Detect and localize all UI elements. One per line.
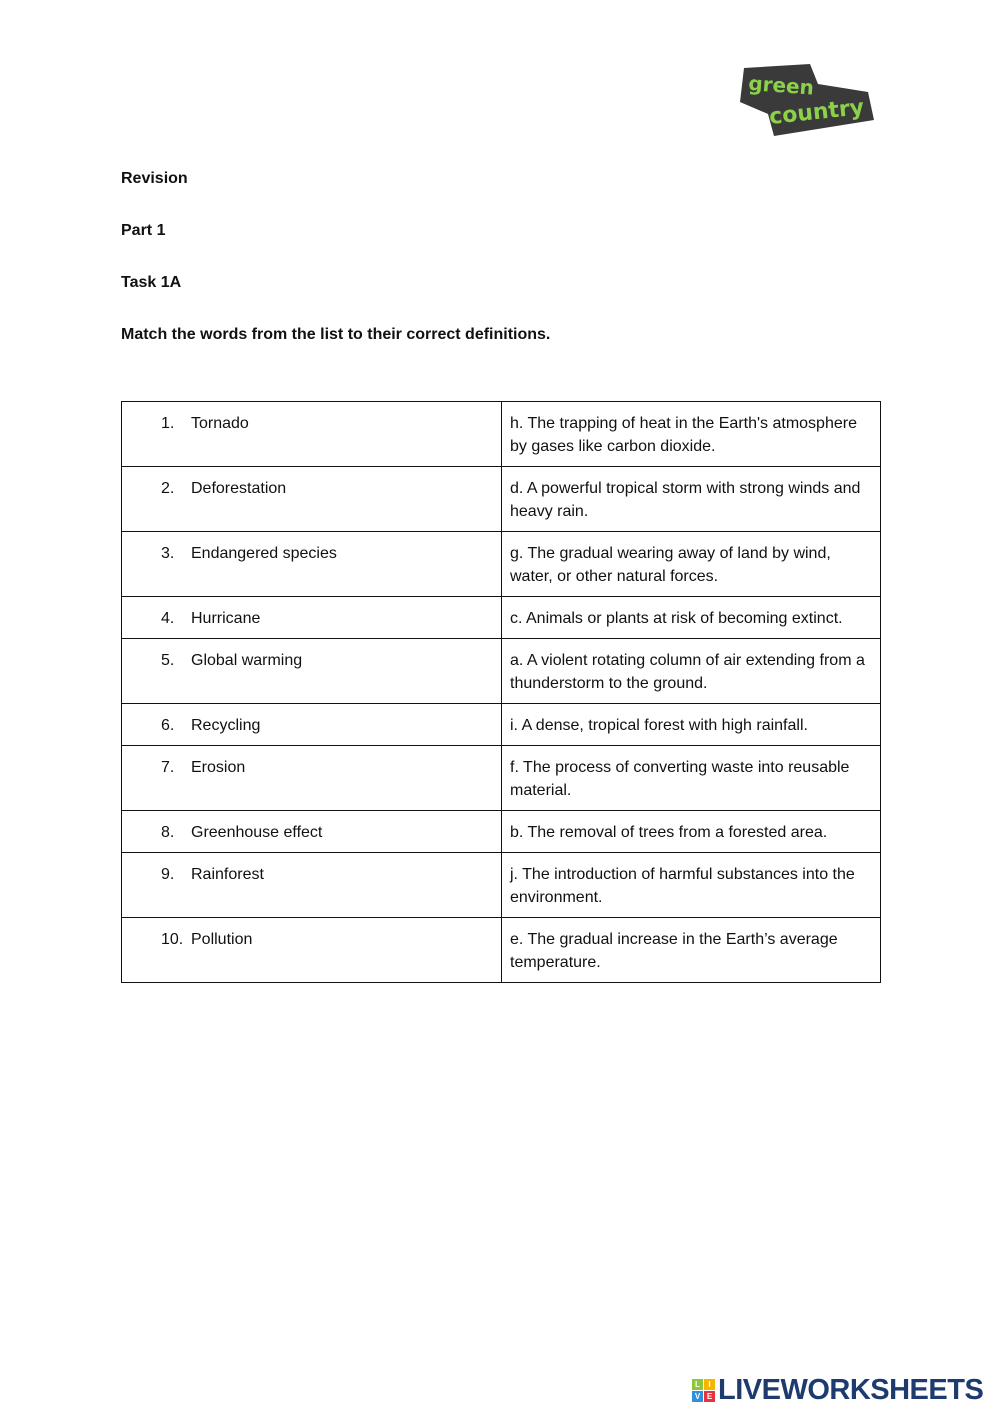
definition-cell: h. The trapping of heat in the Earth's atmosphere by gases like carbon dioxide. — [502, 402, 881, 467]
green-country-logo — [738, 62, 876, 138]
item-number: 4. — [161, 610, 175, 627]
table-row — [122, 467, 881, 532]
table-row — [122, 918, 881, 983]
item-number: 9. — [161, 866, 175, 883]
heading-revision: Revision — [121, 170, 188, 187]
word-cell — [122, 532, 502, 597]
definition-cell: c. Animals or plants at risk of becoming extinct. — [502, 597, 881, 639]
svg-text:green: green — [747, 71, 815, 100]
heading-part: Part 1 — [121, 222, 166, 239]
table-row — [122, 402, 881, 467]
word: Hurricane — [191, 610, 261, 627]
definition-cell: b. The removal of trees from a forested area. — [502, 811, 881, 853]
item-number: 8. — [161, 824, 175, 841]
item-number: 7. — [161, 759, 175, 776]
definition-cell: i. A dense, tropical forest with high rainfall. — [502, 704, 881, 746]
word-cell — [122, 853, 502, 918]
definition-cell: g. The gradual wearing away of land by wind, water, or other natural forces. — [502, 532, 881, 597]
word: Endangered species — [191, 545, 337, 562]
word: Deforestation — [191, 480, 287, 497]
definition-cell: d. A powerful tropical storm with strong winds and heavy rain. — [502, 467, 881, 532]
word: Global warming — [191, 652, 303, 669]
word-cell — [122, 746, 502, 811]
definition-cell: a. A violent rotating column of air extending from a thunderstorm to the ground. — [502, 639, 881, 704]
item-number: 3. — [161, 545, 175, 562]
definition-cell: j. The introduction of harmful substances into the environment. — [502, 853, 881, 918]
instruction: Match the words from the list to their correct definitions. — [121, 326, 551, 343]
item-number: 6. — [161, 717, 175, 734]
word-cell — [122, 402, 502, 467]
liveworksheets-brand: LIVEWORKSHEETS — [718, 1374, 984, 1406]
word: Greenhouse effect — [191, 824, 323, 841]
table-row — [122, 746, 881, 811]
word-cell — [122, 467, 502, 532]
item-number: 2. — [161, 480, 175, 497]
word: Recycling — [191, 717, 261, 734]
heading-task: Task 1A — [121, 274, 182, 291]
word-cell — [122, 918, 502, 983]
table-row — [122, 811, 881, 853]
liveworksheets-logo — [692, 1374, 983, 1407]
table-row — [122, 532, 881, 597]
svg-text:country: country — [768, 95, 866, 130]
table-row — [122, 704, 881, 746]
item-number: 10. — [161, 931, 184, 948]
definition-cell: f. The process of converting waste into reusable material. — [502, 746, 881, 811]
table-row — [122, 853, 881, 918]
word-cell — [122, 704, 502, 746]
word-cell — [122, 639, 502, 704]
matching-table — [121, 401, 881, 983]
word: Erosion — [191, 759, 246, 776]
word: Pollution — [191, 931, 253, 948]
item-number: 1. — [161, 415, 175, 432]
table-row — [122, 597, 881, 639]
table-row — [122, 639, 881, 704]
live-squares-icon: L I V E — [692, 1379, 715, 1402]
word: Rainforest — [191, 866, 264, 883]
word-cell — [122, 811, 502, 853]
word: Tornado — [191, 415, 249, 432]
word-cell — [122, 597, 502, 639]
item-number: 5. — [161, 652, 175, 669]
definition-cell: e. The gradual increase in the Earth’s average temperature. — [502, 918, 881, 983]
